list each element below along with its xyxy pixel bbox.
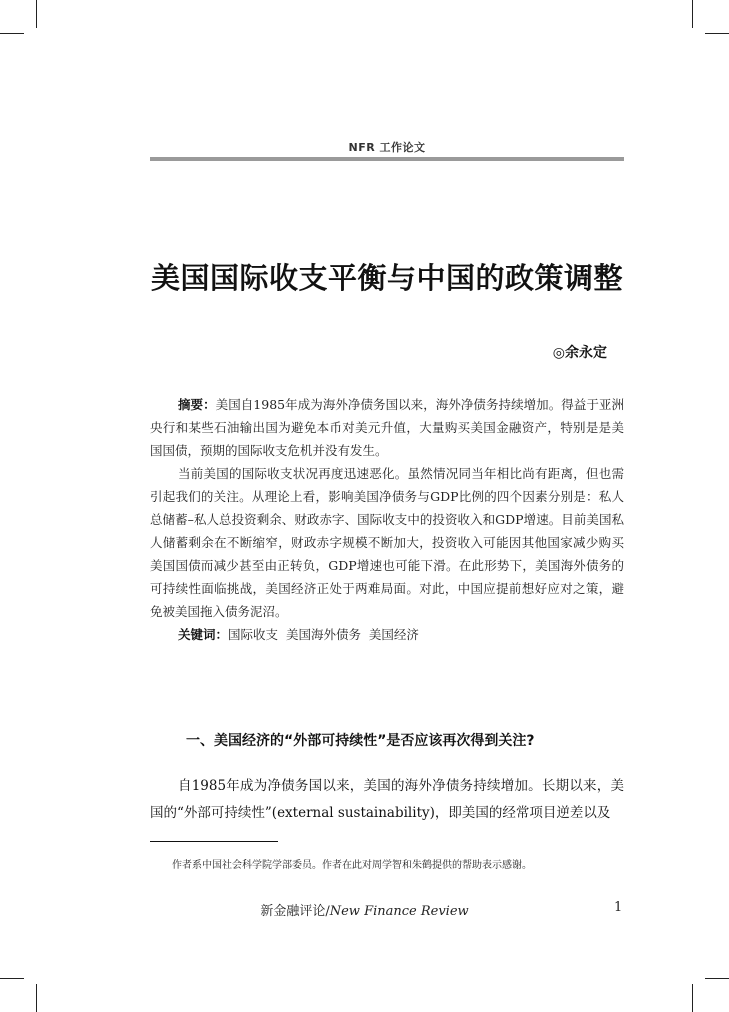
- journal-separator: /: [325, 904, 330, 919]
- abstract-block: [150, 393, 624, 646]
- article-title: 美国国际收支平衡与中国的政策调整: [150, 261, 623, 295]
- abstract-text-1: 美国自1985年成为海外净债务国以来，海外净债务持续增加。得益于亚洲央行和某些石油输出国为避免本币对美元升值，大量购买美国金融资产，特别是是美国国债，预期的国际收支危机并没有发生。: [150, 397, 624, 458]
- crop-mark-bottom-left: [36, 984, 37, 1012]
- abstract-label: 摘要：: [178, 397, 216, 412]
- abstract-paragraph-1: [150, 393, 624, 462]
- crop-mark-bottom-left-h: [0, 978, 24, 979]
- keywords-label: 关键词：: [178, 627, 229, 642]
- crop-mark-bottom-right: [692, 984, 693, 1012]
- body-paragraph: 自1985年成为净债务国以来，美国的海外净债务持续增加。长期以来，美国的“外部可持续性”(external sustainability)，即美国的经常项目逆差以及: [150, 778, 624, 821]
- footnote: 作者系中国社会科学院学部委员。作者在此对周学智和朱鹤提供的帮助表示感谢。: [172, 860, 532, 871]
- header-rule: [150, 157, 624, 161]
- crop-mark-top-left-h: [0, 33, 24, 34]
- journal-name-cn: 新金融评论: [260, 904, 326, 919]
- crop-mark-top-right-h: [705, 33, 729, 34]
- journal-name-en: New Finance Review: [329, 904, 469, 919]
- running-header: [150, 140, 624, 161]
- abstract-paragraph-2: 当前美国的国际收支状况再度迅速恶化。虽然情况同当年相比尚有距离，但也需引起我们的关注。从理论上看，影响美国净债务与GDP比例的四个因素分别是：私人总储蓄–私人总投资剩余、财政赤字、国际收支中的投资收入和GDP增速。目前美国私人储蓄剩余在不断缩窄，财政赤字规模不断加大，投资收入可能因其他国家减少购买美国国债而减少甚至由正转负，GDP增速也可能下滑。在此形势下，美国海外债务的可持续性面临挑战，美国经济正处于两难局面。对此，中国应提前想好应对之策，避免被美国拖入债务泥沼。: [150, 466, 624, 619]
- crop-mark-bottom-right-h: [705, 978, 729, 979]
- article-author: ◎余永定: [552, 345, 607, 361]
- crop-mark-top-right: [692, 0, 693, 28]
- keywords-text: 国际收支 美国海外债务 美国经济: [228, 627, 419, 642]
- crop-mark-top-left: [36, 0, 37, 28]
- section-heading: 一、美国经济的“外部可持续性”是否应该再次得到关注?: [186, 733, 535, 749]
- page-number: 1: [614, 900, 623, 915]
- keywords-line: [150, 623, 624, 646]
- series-label: NFR 工作论文: [348, 141, 426, 154]
- footnote-rule: [150, 841, 278, 842]
